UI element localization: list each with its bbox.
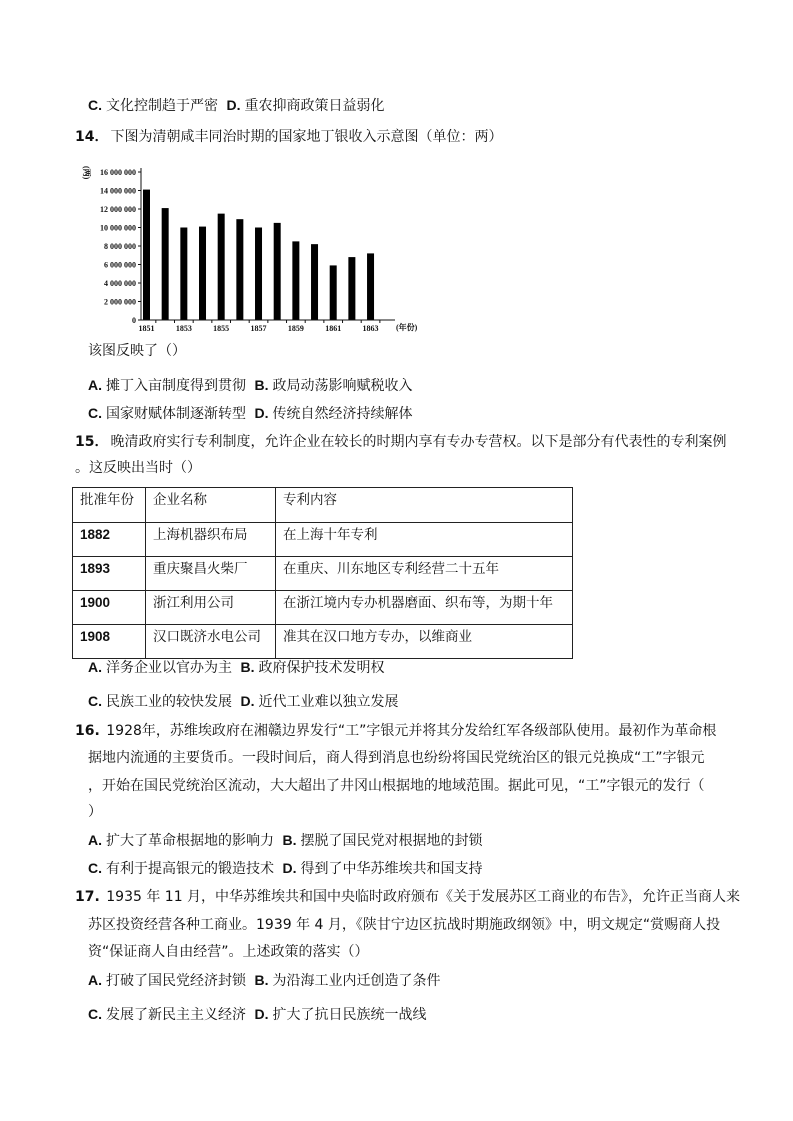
q14-option-a: A. 摊丁入亩制度得到贯彻 <box>88 377 246 394</box>
x-tick-label-1851: 1851 <box>138 324 155 333</box>
bar-1852 <box>162 208 169 320</box>
q14-prompt: 该图反映了（） <box>88 343 186 359</box>
q14-option-d: D. 传统自然经济持续解体 <box>254 405 413 422</box>
y-tick-label: 2 000 000 <box>104 297 136 307</box>
q17-number: 17. <box>75 889 100 905</box>
y-tick-label: 12 000 000 <box>100 205 136 214</box>
q15-options-ab <box>88 658 388 677</box>
q16-option-d: D. 得到了中华苏维埃共和国支持 <box>282 860 483 877</box>
table-cell-year: 1882 <box>73 523 146 557</box>
table-cell-year: 1908 <box>73 625 146 659</box>
table-cell-company: 重庆聚昌火柴厂 <box>146 557 276 591</box>
table-header-company: 企业名称 <box>146 488 276 523</box>
table-cell-content: 准其在汉口地方专办，以维商业 <box>276 625 573 659</box>
q16-option-c: C. 有利于提高银元的锻造技术 <box>88 860 274 877</box>
patent-cases-table <box>72 487 573 659</box>
y-tick-label: 4 000 000 <box>104 279 136 288</box>
q16-stem-line-3: ，开始在国民党统治区流动，大大超出了井冈山根据地的地域范围。据此可见，“工”字银元的发行（ <box>88 778 705 794</box>
table-cell-content: 在上海十年专利 <box>276 523 573 557</box>
table-row <box>73 591 573 625</box>
x-tick-label-1861: 1861 <box>325 324 342 333</box>
q14-option-b: B. 政局动荡影响赋税收入 <box>254 377 413 394</box>
q16-stem-line-4: ） <box>88 804 102 820</box>
bar-1859 <box>292 241 299 320</box>
q13-options-cd <box>88 96 388 115</box>
table-cell-year: 1900 <box>73 591 146 625</box>
q17-stem-line-2: 苏区投资经营各种工商业。1939 年 4 月，《陕甘宁边区抗战时期施政纲领》中，明文规定“赏赐商人投 <box>88 917 721 933</box>
land-tax-bar-chart <box>80 160 430 340</box>
bar-1863 <box>367 253 374 320</box>
q17-option-a: A. 打破了国民党经济封锁 <box>88 972 246 989</box>
q15-stem-line-1: 晚清政府实行专利制度，允许企业在较长的时期内享有专办专营权。以下是部分有代表性的专利案例 <box>110 434 727 450</box>
table-row <box>73 557 573 591</box>
x-tick-label-1859: 1859 <box>287 324 304 333</box>
bar-1851 <box>143 190 150 320</box>
y-tick-label: 16 000 000 <box>100 168 136 177</box>
chart-bars <box>143 190 374 320</box>
y-tick-label: 10 000 000 <box>100 223 136 233</box>
q16-options-cd <box>88 859 486 878</box>
q13-option-d: D. 重农抑商政策日益弱化 <box>226 97 385 114</box>
q15-option-c: C. 民族工业的较快发展 <box>88 693 232 710</box>
table-cell-company: 浙江利用公司 <box>146 591 276 625</box>
x-ticks <box>139 320 380 333</box>
bar-1858 <box>274 223 281 320</box>
x-tick-label-1853: 1853 <box>175 324 192 333</box>
x-tick-label-1855: 1855 <box>213 324 230 333</box>
q15-options-cd <box>88 692 402 711</box>
q14-option-c: C. 国家财赋体制逐渐转型 <box>88 405 246 422</box>
q16-stem <box>75 722 716 740</box>
q16-number: 16. <box>75 723 100 739</box>
q15-option-a: A. 洋务企业以官办为主 <box>88 659 232 676</box>
q14-number: 14． <box>75 129 109 145</box>
bar-1862 <box>348 257 355 320</box>
q17-option-c: C. 发展了新民主主义经济 <box>88 1006 246 1023</box>
table-cell-content: 在浙江境内专办机器磨面、织布等，为期十年 <box>276 591 573 625</box>
bar-1861 <box>330 265 337 320</box>
bar-1860 <box>311 244 318 320</box>
q16-option-a: A. 扩大了革命根据地的影响力 <box>88 832 274 849</box>
q16-stem-line-2: 据地内流通的主要货币。一段时间后，商人得到消息也纷纷将国民党统治区的银元兑换成“工”字银元 <box>88 750 705 766</box>
y-tick-label: 0 <box>132 316 136 325</box>
q15-stem <box>75 433 726 451</box>
q15-option-d: D. 近代工业难以独立发展 <box>240 693 399 710</box>
table-row <box>73 523 573 557</box>
q14-stem-text: 下图为清朝咸丰同治时期的国家地丁银收入示意图（单位：两） <box>110 129 503 145</box>
q14-stem <box>75 128 502 146</box>
q15-option-b: B. 政府保护技术发明权 <box>240 659 385 676</box>
q15-stem-line-2: 。这反映出当时（） <box>75 460 201 476</box>
q16-stem-line-1: 1928年，苏维埃政府在湘赣边界发行“工”字银元并将其分发给红军各级部队使用。最初作为革命根 <box>106 723 717 739</box>
q16-options-ab <box>88 831 486 850</box>
q17-options-cd <box>88 1005 430 1024</box>
q17-option-b: B. 为沿海工业内迁创造了条件 <box>254 972 441 989</box>
table-header-content: 专利内容 <box>276 488 573 523</box>
x-axis-label: (年份) <box>396 323 418 332</box>
x-tick-label-1863: 1863 <box>362 324 379 333</box>
table-row <box>73 625 573 659</box>
table-cell-company: 汉口既济水电公司 <box>146 625 276 659</box>
q16-option-b: B. 摆脱了国民党对根据地的封锁 <box>282 832 483 849</box>
table-cell-year: 1893 <box>73 557 146 591</box>
q15-number: 15． <box>75 434 109 450</box>
q14-options-ab <box>88 376 416 395</box>
table-cell-content: 在重庆、川东地区专利经营二十五年 <box>276 557 573 591</box>
q13-option-c: C. 文化控制趋于严密 <box>88 97 218 114</box>
table-header-row <box>73 488 573 523</box>
bar-1854 <box>199 227 206 320</box>
y-tick-label: 14 000 000 <box>100 186 136 196</box>
y-axis-label: (两) <box>82 166 91 180</box>
q17-stem-line-3: 资“保证商人自由经营”。上述政策的落实（） <box>88 944 369 960</box>
q17-stem <box>75 888 740 906</box>
y-tick-label: 8 000 000 <box>104 242 136 251</box>
q17-option-d: D. 扩大了抗日民族统一战线 <box>254 1006 427 1023</box>
q17-options-ab <box>88 971 444 990</box>
table-cell-company: 上海机器织布局 <box>146 523 276 557</box>
bar-1855 <box>218 214 225 320</box>
bar-1853 <box>180 228 187 321</box>
y-tick-label: 6 000 000 <box>104 260 136 270</box>
y-ticks <box>100 168 141 325</box>
q17-stem-line-1: 1935 年 11 月，中华苏维埃共和国中央临时政府颁布《关于发展苏区工商业的布告》，允许正当商人来 <box>106 889 741 905</box>
q14-options-cd <box>88 404 416 423</box>
x-tick-label-1857: 1857 <box>250 324 267 333</box>
bar-1856 <box>236 219 243 320</box>
table-header-year: 批准年份 <box>73 488 146 523</box>
bar-1857 <box>255 228 262 321</box>
